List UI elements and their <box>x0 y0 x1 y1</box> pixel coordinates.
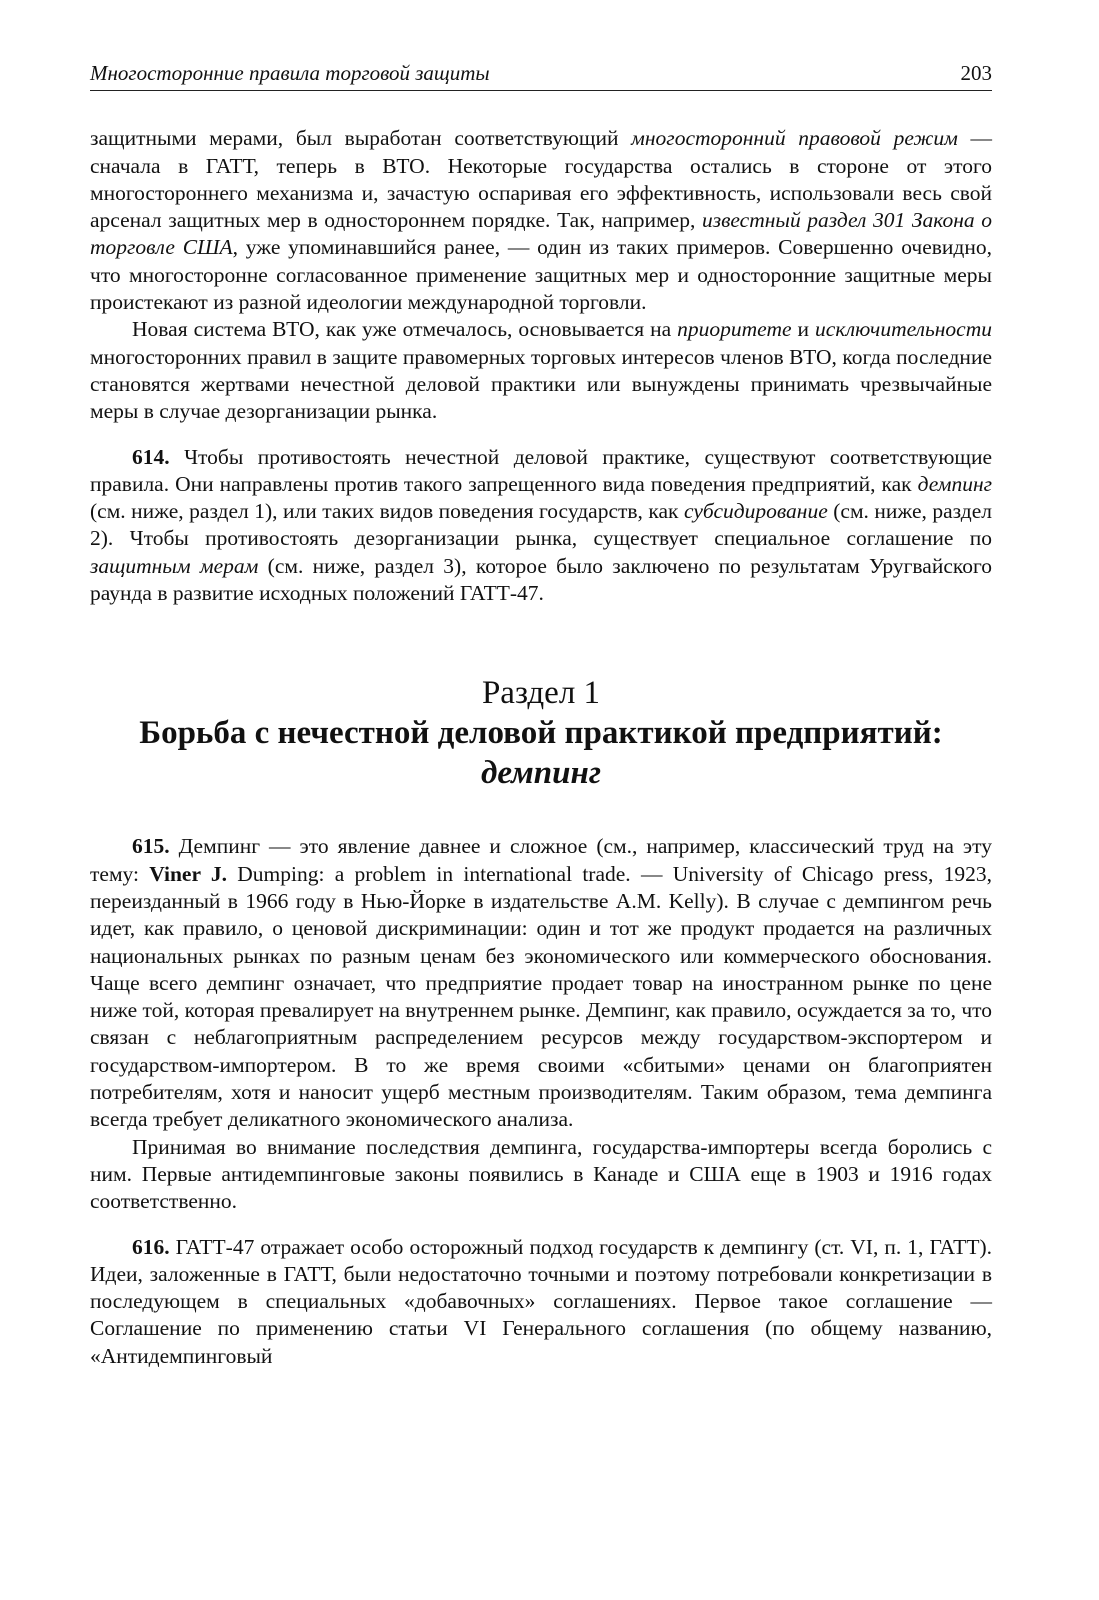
paragraph-number: 614. <box>132 444 170 469</box>
text-run: Новая система ВТО, как уже отмечалось, основывается на <box>132 317 678 342</box>
text-run: многосторонних правил в защите правомерных торговых интересов членов ВТО, когда последние становятся жертвами нечестной деловой практики или вынуждены принимать чрезвычайные меры в случае дезорганизации рынка. <box>90 344 992 424</box>
text-run: и <box>791 317 816 342</box>
running-title: Многосторонние правила торговой защиты <box>90 61 490 85</box>
page-number: 203 <box>960 61 992 85</box>
paragraph-number: 616. <box>132 1234 170 1259</box>
text-run: защитными мерами, был выработан соответствующий <box>90 126 632 151</box>
text-run: (см. ниже, раздел 2). Чтобы противостоять дезорганизации рынка, существует специальное соглашение по <box>90 499 992 551</box>
paragraph-616 <box>90 1234 992 1370</box>
italic-term: известный раздел 301 Закона о торговле США <box>90 208 993 260</box>
italic-term: исключительности <box>815 317 992 342</box>
text-run: ГАТТ-47 отражает особо осторожный подход государств к демпингу (ст. VI, п. 1, ГАТТ). Идеи, заложенные в ГАТТ, были недостаточно точными и поэтому потребовали конкретизации в последующем в специальных «добавочных» соглашениях. Первое такое соглашение — Соглашение по применению статьи VI Генерального соглашения (по общему названию, «Антидемпинговый <box>90 1234 992 1368</box>
paragraph-615 <box>90 833 992 1133</box>
text-run: Чтобы противостоять нечестной деловой практике, существуют соответствующие правила. Они направлены против такого запрещенного вида поведения предприятий, как <box>90 444 992 496</box>
text-run: , уже упоминавшийся ранее, — один из таких примеров. Совершенно очевидно, что многосторонне согласованное применение защитных мер и односторонние защитные меры проистекают из разной идеологии международной торговли. <box>90 235 992 315</box>
paragraph <box>90 316 992 425</box>
author-name: Viner J. <box>149 861 227 886</box>
text-run: (см. ниже, раздел 3), которое было заключено по результатам Уругвайского раунда в развитие исходных положений ГАТТ-47. <box>90 553 993 606</box>
paragraph-614 <box>90 444 992 608</box>
section-heading <box>90 673 992 793</box>
section-label: Раздел 1 <box>481 675 601 712</box>
italic-term: демпинг <box>917 471 992 496</box>
book-page <box>90 60 992 1370</box>
section-title: Борьба с нечестной деловой практикой предприятий: <box>139 715 943 752</box>
italic-term: защитным мерам <box>90 553 259 578</box>
paragraph: Принимая во внимание последствия демпинга, государства-импортеры всегда боролись с ним. Первые антидемпинговые законы появились в Канаде и США еще в 1903 и 1916 годах соответственно. <box>90 1134 992 1214</box>
paragraph-continued <box>90 125 992 316</box>
italic-term: многосторонний правовой режим <box>631 126 958 151</box>
paragraph-number: 615. <box>132 834 170 859</box>
text-run: Демпинг — это явление давнее и сложное (см., например, классический труд на эту тему: <box>90 834 992 886</box>
running-header <box>90 60 992 91</box>
text-run: Dumping: a problem in international trade. — University of Chicago press, 1923, переизданный в 1966 году в Нью-Йорке в издательстве A.M. Kelly). В случае с демпингом речь идет, как правило, о ценовой дискриминации: один и тот же продукт продается на различных национальных рынках по разным ценам без экономического или коммерческого обоснования. Чаще всего демпинг означает, что предприятие продает товар на иностранном рынке по цене ниже той, которая превалирует на внутреннем рынке. Демпинг, как правило, осуждается за то, что связан с неблагоприятным распределением ресурсов между государством-экспортером и государством-импортером. В то же время своими «сбитыми» ценами он благоприятен потребителям, хотя и наносит ущерб местным производителям. Таким образом, тема демпинга всегда требует деликатного экономического анализа. <box>90 861 993 1132</box>
text-run: — сначала в ГАТТ, теперь в ВТО. Некоторые государства остались в стороне от этого многостороннего механизма и, зачастую оспаривая его эффективность, использовали весь свой арсенал защитных мер в одностороннем порядке. Так, например, <box>90 126 993 233</box>
italic-term: субсидирование <box>683 499 828 524</box>
italic-term: приоритете <box>677 317 792 342</box>
text-run: (см. ниже, раздел 1), или таких видов поведения государств, как <box>90 499 684 524</box>
section-subtitle: демпинг <box>480 755 601 792</box>
